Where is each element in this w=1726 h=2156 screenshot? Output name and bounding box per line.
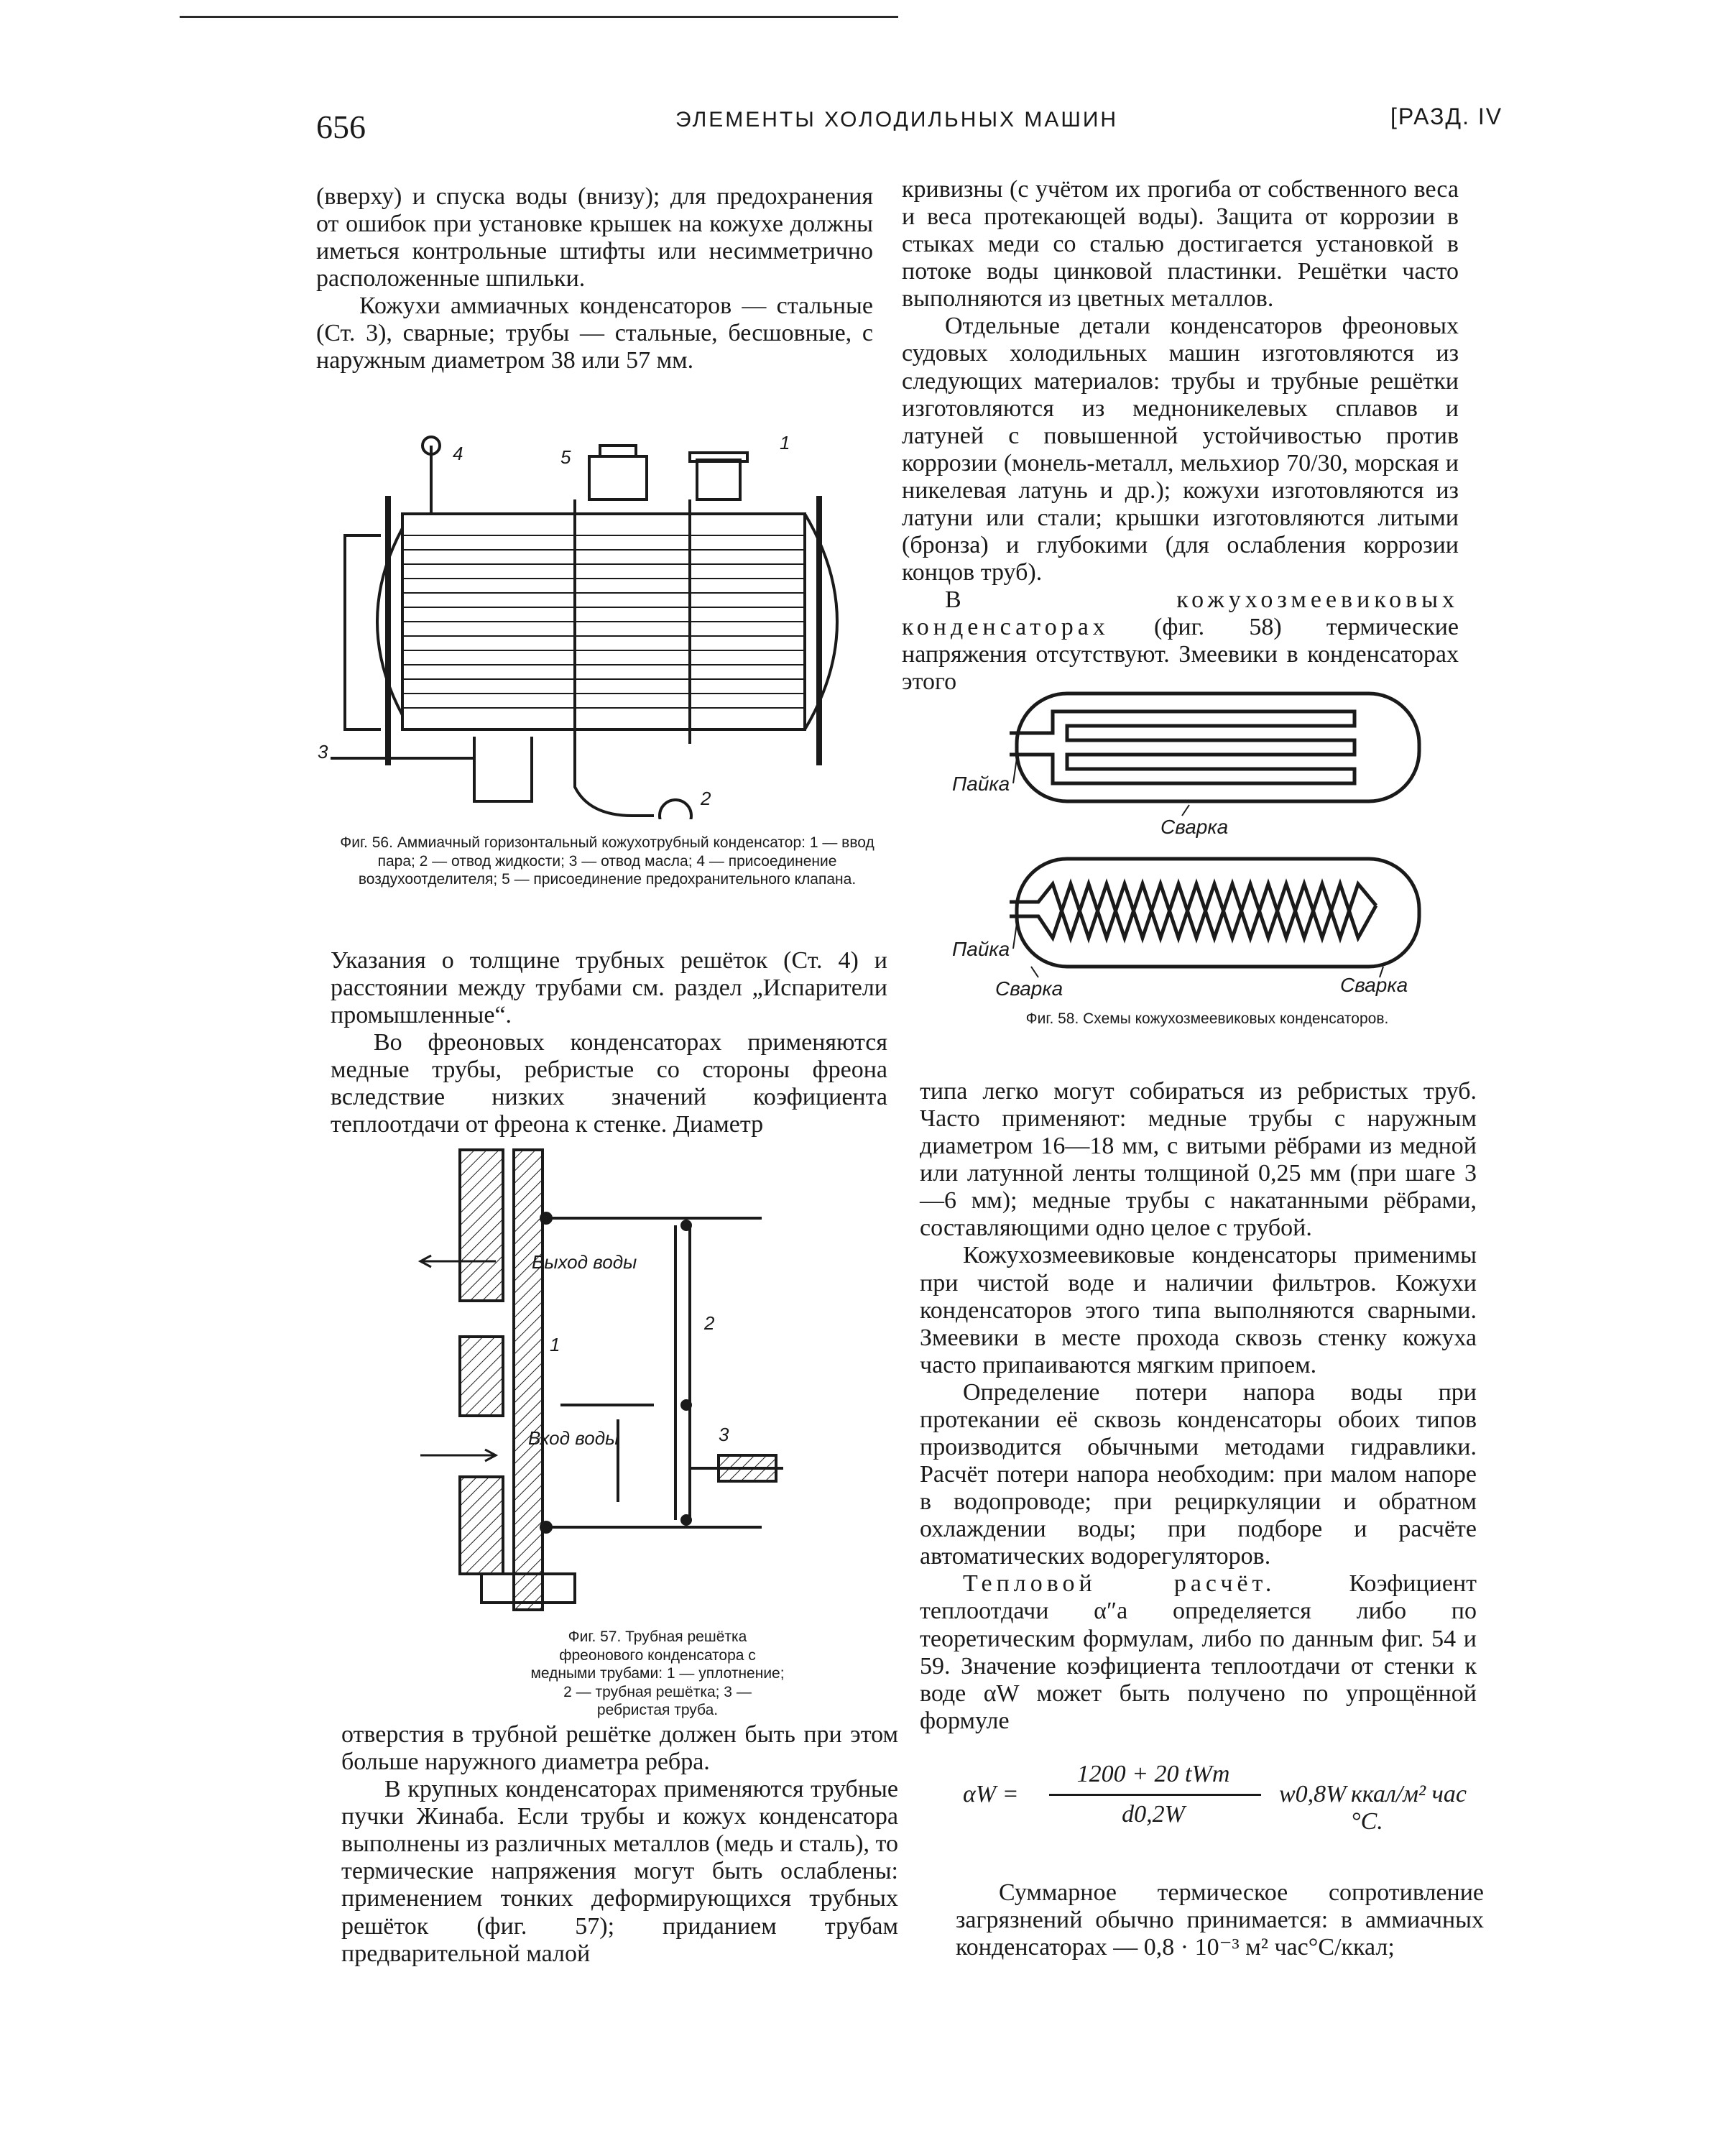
- formula-factor: w0,8W: [1279, 1781, 1347, 1807]
- right-paragraph-3-rest: (фиг. 58) термические напряжения отсутствуют. Змеевики в конденсаторах этого: [902, 614, 1459, 696]
- fig57-label-1: 1: [550, 1334, 560, 1355]
- left-column-middle: [331, 947, 887, 1139]
- fig56-label-3: 3: [318, 741, 328, 763]
- left-column-top: [316, 183, 873, 375]
- formula-units: ккал/м² час °С.: [1351, 1781, 1467, 1835]
- running-title: ЭЛЕМЕНТЫ ХОЛОДИЛЬНЫХ МАШИН: [675, 108, 1119, 132]
- section-label: [РАЗД. IV: [1390, 103, 1503, 129]
- fig56-label-5: 5: [560, 446, 571, 468]
- fig56-label-1: 1: [780, 432, 790, 453]
- left-column-bottom: [341, 1721, 898, 1968]
- left-paragraph-6: В крупных конденсаторах применяются трубные пучки Жинаба. Если трубы и кожух конденсатора выполнены из различных металлов (медь и сталь), то термические напряжения могут быть ослаблены: применением тонких деформирующихся трубных решёток (фиг. 57); приданием трубам предварительной малой: [341, 1776, 898, 1967]
- fig56-drawing: [316, 428, 884, 819]
- fig58-label-solder-top: Пайка: [952, 773, 1010, 795]
- fig57-label-3: 3: [719, 1424, 729, 1445]
- formula-numerator: 1200 + 20 tWm: [1076, 1761, 1230, 1787]
- right-paragraph-8: Суммарное термическое сопротивление загрязнений обычно принимается: в аммиачных конденсаторах — 0,8 · 10⁻³ м² час°С/ккал;: [956, 1879, 1484, 1961]
- left-paragraph-4: Во фреоновых конденсаторах применяются медные трубы, ребристые со стороны фреона вследствие низких значений коэфициента теплоотдачи от фреона к стенке. Диаметр: [331, 1029, 887, 1138]
- fraction-bar: [1049, 1794, 1261, 1796]
- fig58-caption: Фиг. 58. Схемы кожухозмеевиковых конденсаторов.: [1025, 1010, 1389, 1027]
- right-column-top: [902, 176, 1459, 696]
- right-paragraph-7-rest: Коэфициент теплоотдачи α″a определяется либо по теоретическим формулам, либо по данным фиг. 54 и 59. Значение коэфициента теплоотдачи от стенки к воде αW может быть получено по упрощённой формуле: [920, 1570, 1477, 1734]
- fig58-label-weld-bottom-left: Сварка: [995, 977, 1063, 999]
- left-paragraph-2: Кожухи аммиачных конденсаторов — стальные (Ст. 3), сварные; трубы — стальные, бесшовные, с наружным диаметром 38 или 57 мм.: [316, 292, 873, 374]
- right-paragraph-5: Кожухозмеевиковые конденсаторы применимы при чистой воде и наличии фильтров. Кожухи конденсаторов этого типа выполняются сварными. Змеевики в месте прохода сквозь стенку кожуха часто припаиваются мягким припоем.: [920, 1242, 1477, 1378]
- formula-lhs: αW =: [963, 1781, 1019, 1807]
- fig57-drawing: [417, 1146, 790, 1613]
- fig57-label-water-out: Выход воды: [532, 1251, 637, 1273]
- fig58-drawing: [952, 690, 1426, 999]
- right-paragraph-3-lead: В кожухозмеевиковых конденсаторах: [902, 586, 1459, 641]
- right-paragraph-7: [920, 1570, 1477, 1734]
- lower-shell: [1017, 859, 1419, 967]
- upper-coil: [1010, 711, 1355, 783]
- left-paragraph-1: (вверху) и спуска воды (внизу); для предохранения от ошибок при установке крышек на кожухе должны иметься контрольные штифты или несимметрично расположенные шпильки.: [316, 183, 873, 292]
- fig57-label-2: 2: [704, 1312, 715, 1334]
- right-paragraph-2: Отдельные детали конденсаторов фреоновых судовых холодильных машин изготовляются из следующих материалов: трубы и трубные решётки изготовляются из медноникелевых сплавов и латуней с повышенной устойчивостью против коррозии (монель-металл, мельхиор 70/30, морская и никелевая латунь и др.); кожухи изготовляются из латуни или стали; крышки изготовляются литыми (бронза) и глубокими (для ослабления коррозии концов труб).: [902, 313, 1459, 586]
- fig57-caption: Фиг. 57. Трубная решётка фреонового конденсатора с медными трубами: 1 — уплотнение; 2 — трубная решётка; 3 — ребристая труба.: [530, 1628, 785, 1719]
- left-paragraph-5: отверстия в трубной решётке должен быть при этом больше наружного диаметра ребра.: [341, 1721, 898, 1776]
- top-rule: [180, 16, 898, 18]
- formula: [963, 1761, 1480, 1840]
- right-paragraph-7-lead: Тепловой расчёт.: [963, 1570, 1276, 1598]
- fig57-label-water-in: Вход воды: [528, 1427, 619, 1449]
- fig56-caption: Фиг. 56. Аммиачный горизонтальный кожухотрубный конденсатор: 1 — ввод пара; 2 — отвод жидкости; 3 — отвод масла; 4 — присоединение воздухоотделителя; 5 — присоединение предохранительного клапана.: [340, 834, 874, 888]
- safety-valve-nozzle: [589, 456, 647, 499]
- right-paragraph-4: типа легко могут собираться из ребристых труб. Часто применяют: медные трубы с наружным диаметром 16—18 мм, с витыми рёбрами из медной или латунной ленты толщиной 0,25 мм (при шаге 3—6 мм); медные трубы с накатанными рёбрами, составляющими одно целое с трубой.: [920, 1078, 1477, 1242]
- steam-inlet: [697, 460, 740, 499]
- left-paragraph-3: Указания о толщине трубных решёток (Ст. 4) и расстоянии между трубами см. раздел „Испарители промышленные“.: [331, 947, 887, 1029]
- right-column-end: [956, 1879, 1484, 1961]
- fig58-label-weld-bottom-right: Сварка: [1340, 974, 1408, 996]
- right-paragraph-3: [902, 586, 1459, 696]
- fig58-label-weld-top: Сварка: [1160, 816, 1229, 838]
- page-number: 656: [316, 109, 366, 145]
- fig58-label-solder-bottom: Пайка: [952, 938, 1010, 960]
- fig56-label-4: 4: [453, 443, 463, 464]
- right-paragraph-1: кривизны (с учётом их прогиба от собственного веса и веса протекающей воды). Защита от коррозии в стыках меди со сталью достигается установкой в потоке воды цинковой пластинки. Решётки часто выполняются из цветных металлов.: [902, 176, 1459, 313]
- right-column-bottom: [920, 1078, 1477, 1735]
- liquid-drain: [474, 737, 532, 801]
- formula-denominator: d0,2W: [1122, 1801, 1185, 1828]
- right-paragraph-6: Определение потери напора воды при протекании её сквозь конденсаторы обоих типов производится обычными методами гидравлики. Расчёт потери напора необходим: при малом напоре в водопроводе; при рециркуляции и обратном охлаждении воды; при подборе и расчёте автоматических водорегуляторов.: [920, 1378, 1477, 1570]
- fig56-label-2: 2: [701, 788, 711, 809]
